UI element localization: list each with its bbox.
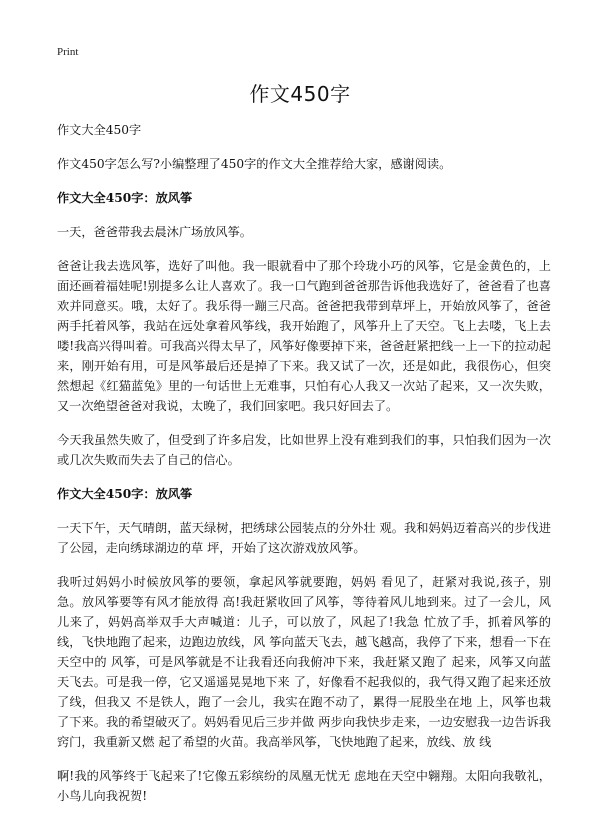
intro-paragraph: 作文450字怎么写?小编整理了450字的作文大全推荐给大家，感谢阅读。 [57,157,452,171]
print-link[interactable]: Print [57,46,79,58]
paragraph: 我听过妈妈小时候放风筝的要领，拿起风筝就要跑，妈妈 看见了，赶紧对我说,孩子，别急。放风筝要等有风才能放得 高!我赶紧收回了风筝，等待着风儿地到来。过了一会儿，风儿来了，妈妈高举双手大声喊道：儿子，可以放了，风起了!我急 忙放了手，抓着风筝的线，飞快地跑了起来，边跑边放线，风 筝向蓝天飞去，越飞越高，我停了下来，想看一下在天空中的 风筝，可是风筝就是不让我看还向我俯冲下来，我赶紧又跑了 起来，风筝又向蓝天飞去。可是我一停，它又遥遥晃晃地下来 了，好像看不起我似的，我气得又跑了起来还放了线，但我又 不是铁人，跑了一会儿，我实在跑不动了，累得一屁股坐在地 上，风筝也栽了下来。我的希望破灭了。妈妈看见后三步并做 两步向我快步走来，一边安慰我一边告诉我窍门，我重新又燃 起了希望的火苗。我高举风筝，飞快地跑了起来，放线、放 线 [57,575,551,749]
section-heading: 作文大全450字：放风筝 [57,191,193,205]
paragraph: 一天下午，天气晴朗，蓝天绿树，把绣球公园装点的分外壮 观。我和妈妈迈着高兴的步伐进了公园，走向绣球湖边的草 坪，开始了这次游戏放风筝。 [57,521,551,555]
paragraph: 今天我虽然失败了，但受到了许多启发，比如世界上没有难到我们的事，只怕我们因为一次或几次失败而失去了自己的信心。 [57,433,551,467]
paragraph: 啊!我的风筝终于飞起来了!它像五彩缤纷的凤凰无忧无 虑地在天空中翱翔。太阳向我敬礼，小鸟儿向我祝贺! [57,769,551,803]
paragraph: 一天，爸爸带我去晨沐广场放风筝。 [57,225,252,239]
section-heading: 作文大全450字：放风筝 [57,487,193,501]
document-subtitle: 作文大全450字 [57,123,142,137]
article-body [57,120,551,820]
paragraph: 爸爸让我去选风筝，选好了叫他。我一眼就看中了那个玲珑小巧的风筝，它是金黄色的，上面还画着福娃呢!别提多么让人喜欢了。我一口气跑到爸爸那告诉他我选好了，爸爸看了也喜欢并同意买。哦，太好了。我乐得一蹦三尺高。爸爸把我带到草坪上，开始放风筝了，爸爸两手托着风筝，我站在远处拿着风筝线，我开始跑了，风筝升上了天空。飞上去喽，飞上去喽!我高兴得叫着。可我高兴得太早了，风筝好像要掉下来，爸爸赶紧把线一上一下的拉动起来，刚开始有用，可是风筝最后还是掉了下来。我又试了一次，还是如此，我很伤心，但突然想起《红猫蓝兔》里的一句话世上无难事，只怕有心人我又一次站了起来，又一次失败，又一次绝望爸爸对我说，太晚了，我们回家吧。我只好回去了。 [57,259,551,413]
page-title: 作文450字 [249,82,351,106]
